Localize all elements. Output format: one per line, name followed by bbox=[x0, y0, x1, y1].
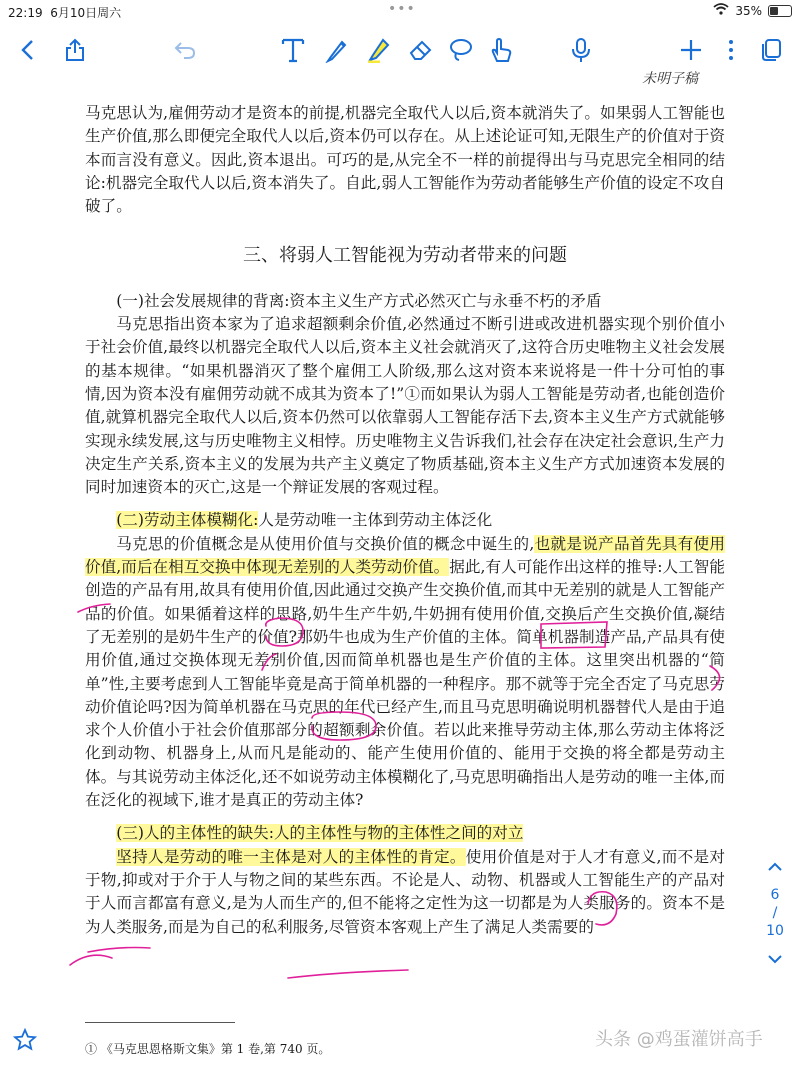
document-page[interactable] bbox=[85, 70, 725, 1067]
favorite-button[interactable] bbox=[13, 1028, 37, 1056]
page-current: 6 bbox=[770, 887, 780, 903]
page-down-button[interactable] bbox=[755, 952, 795, 968]
pages-button[interactable] bbox=[756, 34, 786, 66]
back-button[interactable] bbox=[12, 34, 42, 66]
footnote-divider bbox=[85, 1022, 235, 1023]
subsection-1-title: (一)社会发展规律的背离:资本主义生产方式必然灭亡与永垂不朽的矛盾 bbox=[116, 291, 602, 310]
highlight-span: 也就是说产品首先具有使用价值,而后在相互交换中体现无差别的人类劳动价值。 bbox=[85, 534, 725, 577]
hand-pointer-icon bbox=[488, 37, 514, 63]
highlighter-tool-button[interactable] bbox=[364, 34, 394, 66]
highlight-span: (三)人的主体性的缺失:人的主体性与物的主体性之间的对立 bbox=[116, 824, 524, 843]
share-icon bbox=[65, 38, 85, 62]
pages-icon bbox=[760, 38, 782, 62]
text-tool-button[interactable] bbox=[278, 34, 308, 66]
pen-icon bbox=[325, 37, 349, 63]
paragraph-2: 马克思指出资本家为了追求超额剩余价值,必然通过不断引进或改进机器实现个别价值小于社会价值,最终以机器完全取代人以后,资本主义社会就消灭了,这符合历史唯物主义社会发展的基本规律。“如果机器消灭了整个雇佣工人阶级,那么这对资本来说将是一件十分可怕的事情,因为资本没有雇佣劳动就不成其为资本了!”①而如果认为弱人工智能是劳动者,也能创造价值,就算机器完全取代人以后,资本仍然可以依靠弱人工智能存活下去,资本主义生产方式就能够实现永续发展,这与历史唯物主义相悖。历史唯物主义告诉我们,社会存在决定社会意识,生产力决定生产关系,资本主义的发展为共产主义奠定了物质基础,资本主义生产方式加速资本发展的同时加速资本的灭亡,这是一个辩证发展的客观过程。 bbox=[85, 315, 725, 497]
footnote: ① 《马克思恩格斯文集》第 1 卷,第 740 页。 bbox=[85, 1042, 331, 1056]
undo-button[interactable] bbox=[170, 34, 200, 66]
paragraph-1: 马克思认为,雇佣劳动才是资本的前提,机器完全取代人以后,资本就消失了。如果弱人工智能也生产价值,那么即便完全取代人以后,资本仍可以存在。从上述论证可知,无限生产的价值对于资本而言没有意义。因此,资本退出。可巧的是,从完全不一样的前提得出与马克思完全相同的结论:机器完全取代人以后,资本消失了。自此,弱人工智能作为劳动者能够生产价值的设定不攻自破了。 bbox=[85, 104, 725, 216]
paragraph-3: 马克思的价值概念是从使用价值与交换价值的概念中诞生的,也就是说产品首先具有使用价值,而后在相互交换中体现无差别的人类劳动价值。据此,有人可能作出这样的推导:人工智能创造的产品有用,故具有使用价值,因此通过交换产生交换价值,而其中无差别的就是人工智能产品的价值。如果循着这样的思路,奶牛生产牛奶,牛奶拥有使用价值,交换后产生交换价值,凝结了无差别的是奶牛生产的价值?那奶牛也成为生产价值的主体。简单机器制造产品,产品具有使用价值,通过交换体现无差别价值,因而简单机器也是生产价值的主体。这里突出机器的“简单”性,主要考虑到人工智能毕竟是高于简单机器的一种程序。那不就等于完全否定了马克思劳动价值论吗?因为简单机器在马克思的年代已经产生,而且马克思明确说明机器替代人是由于追求个人价值小于社会价值那部分的超额剩余价值。若以此来推导劳动主体,那么劳动主体将泛化到动物、机器身上,从而凡是能动的、能产生使用价值的、能用于交换的将全都是劳动主体。与其说劳动主体泛化,还不如说劳动主体模糊化了,马克思明确指出人是劳动的唯一主体,而在泛化的视域下,谁才是真正的劳动主体? bbox=[85, 534, 725, 810]
paragraph-4: 坚持人是劳动的唯一主体是对人的主体性的肯定。使用价值是对于人才有意义,而不是对于物,抑或对于介于人与物之间的某些东西。不论是人、动物、机器或人工智能生产的产品对于人而言都富有意义,是为人而生产的,但不能将之定性为这一切都是为人类服务的。资本不是为人类服务,而是为自己的私利服务,尽管资本客观上产生了满足人类需要的 bbox=[85, 847, 725, 936]
section-title: 三、将弱人工智能视为劳动者带来的问题 bbox=[243, 245, 567, 267]
pointer-tool-button[interactable] bbox=[486, 34, 516, 66]
undo-icon bbox=[174, 40, 196, 60]
pen-tool-button[interactable] bbox=[322, 34, 352, 66]
plus-icon bbox=[680, 39, 702, 61]
eraser-tool-button[interactable] bbox=[406, 34, 436, 66]
page-navigator bbox=[755, 860, 795, 968]
microphone-button[interactable] bbox=[566, 34, 596, 66]
status-time: 22:19 6月10日周六 bbox=[8, 6, 122, 20]
handwritten-signature: 未明子稿 bbox=[642, 71, 698, 87]
chevron-up-icon bbox=[767, 862, 783, 872]
page-up-button[interactable] bbox=[767, 860, 783, 876]
eraser-icon bbox=[408, 38, 434, 62]
document-body bbox=[85, 102, 725, 939]
wifi-icon bbox=[713, 3, 729, 18]
page-total: 10 bbox=[766, 923, 784, 939]
chevron-left-icon bbox=[20, 39, 34, 61]
more-button[interactable] bbox=[720, 34, 742, 66]
highlight-span: 坚持人是劳动的唯一主体是对人的主体性的肯定。 bbox=[116, 847, 466, 866]
chevron-down-icon bbox=[767, 954, 783, 964]
subsection-3-title bbox=[85, 822, 725, 845]
subsection-2-title: (二)劳动主体模糊化:人是劳动唯一主体到劳动主体泛化 bbox=[116, 511, 493, 530]
share-button[interactable] bbox=[60, 34, 90, 66]
multitask-dots[interactable]: ••• bbox=[388, 1, 416, 17]
status-right bbox=[713, 3, 792, 18]
watermark: 头条 @鸡蛋灌饼高手 bbox=[595, 1029, 763, 1050]
status-bar bbox=[0, 0, 800, 22]
add-button[interactable] bbox=[676, 34, 706, 66]
lasso-icon bbox=[448, 37, 474, 63]
lasso-tool-button[interactable] bbox=[446, 34, 476, 66]
page-separator: / bbox=[772, 905, 778, 921]
battery-icon bbox=[768, 5, 792, 17]
battery-percent: 35% bbox=[735, 3, 762, 18]
text-tool-icon bbox=[281, 37, 305, 63]
microphone-icon bbox=[571, 37, 591, 63]
highlight-span: (二)劳动主体模糊化: bbox=[116, 511, 259, 530]
more-vertical-icon bbox=[728, 39, 734, 61]
star-icon bbox=[13, 1028, 37, 1052]
highlighter-icon bbox=[366, 37, 392, 63]
